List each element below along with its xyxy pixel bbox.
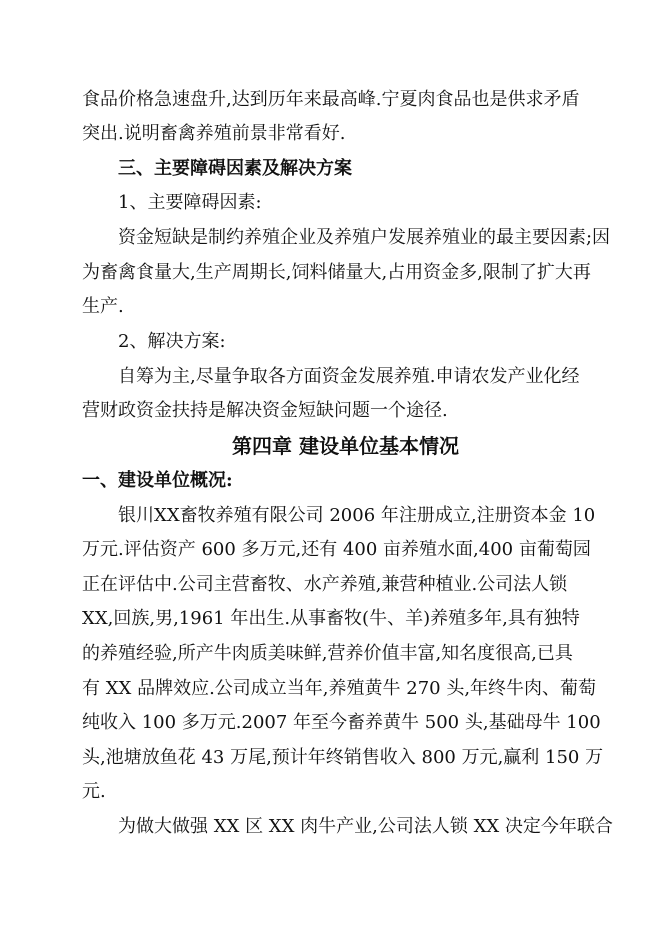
body-text-line: 营财政资金扶持是解决资金短缺问题一个途径. — [82, 400, 448, 421]
body-text-line: 银川XX畜牧养殖有限公司 2006 年注册成立,注册资本金 10 — [118, 505, 596, 526]
chapter-title: 第四章 建设单位基本情况 — [232, 434, 459, 458]
subsection-heading: 1、主要障碍因素: — [118, 192, 262, 213]
body-text-line: 突出.说明畜禽养殖前景非常看好. — [82, 123, 346, 144]
body-text-line: 有 XX 品牌效应.公司成立当年,养殖黄牛 270 头,年终牛肉、葡萄 — [82, 678, 597, 699]
body-text-line: 的养殖经验,所产牛肉质美味鲜,营养价值丰富,知名度很高,已具 — [82, 643, 573, 664]
body-text-line: 头,池塘放鱼花 43 万尾,预计年终销售收入 800 万元,赢利 150 万 — [82, 747, 604, 768]
body-text-line: 资金短缺是制约养殖企业及养殖户发展养殖业的最主要因素;因 — [118, 227, 611, 248]
body-text-line: 万元.评估资产 600 多万元,还有 400 亩养殖水面,400 亩葡萄园 — [82, 539, 591, 560]
subsection-heading: 2、解决方案: — [118, 331, 226, 352]
body-text-line: 为畜禽食量大,生产周期长,饲料储量大,占用资金多,限制了扩大再 — [82, 262, 591, 283]
body-text-line: 纯收入 100 多万元.2007 年至今畜养黄牛 500 头,基础母牛 100 — [82, 712, 601, 733]
body-text-line: 自筹为主,尽量争取各方面资金发展养殖.申请农发产业化经 — [118, 366, 580, 387]
section-heading: 一、建设单位概况: — [82, 470, 233, 491]
body-text-line: 正在评估中.公司主营畜牧、水产养殖,兼营种植业.公司法人锁 — [82, 574, 568, 595]
body-text-line: 生产. — [82, 296, 124, 317]
body-text-line: 为做大做强 XX 区 XX 肉牛产业,公司法人锁 XX 决定今年联合 — [118, 816, 613, 837]
body-text-line: XX,回族,男,1961 年出生.从事畜牧(牛、羊)养殖多年,具有独特 — [82, 608, 580, 629]
body-text-line: 食品价格急速盘升,达到历年来最高峰.宁夏肉食品也是供求矛盾 — [82, 89, 580, 110]
section-heading: 三、主要障碍因素及解决方案 — [118, 158, 352, 179]
body-text-line: 元. — [82, 781, 106, 802]
